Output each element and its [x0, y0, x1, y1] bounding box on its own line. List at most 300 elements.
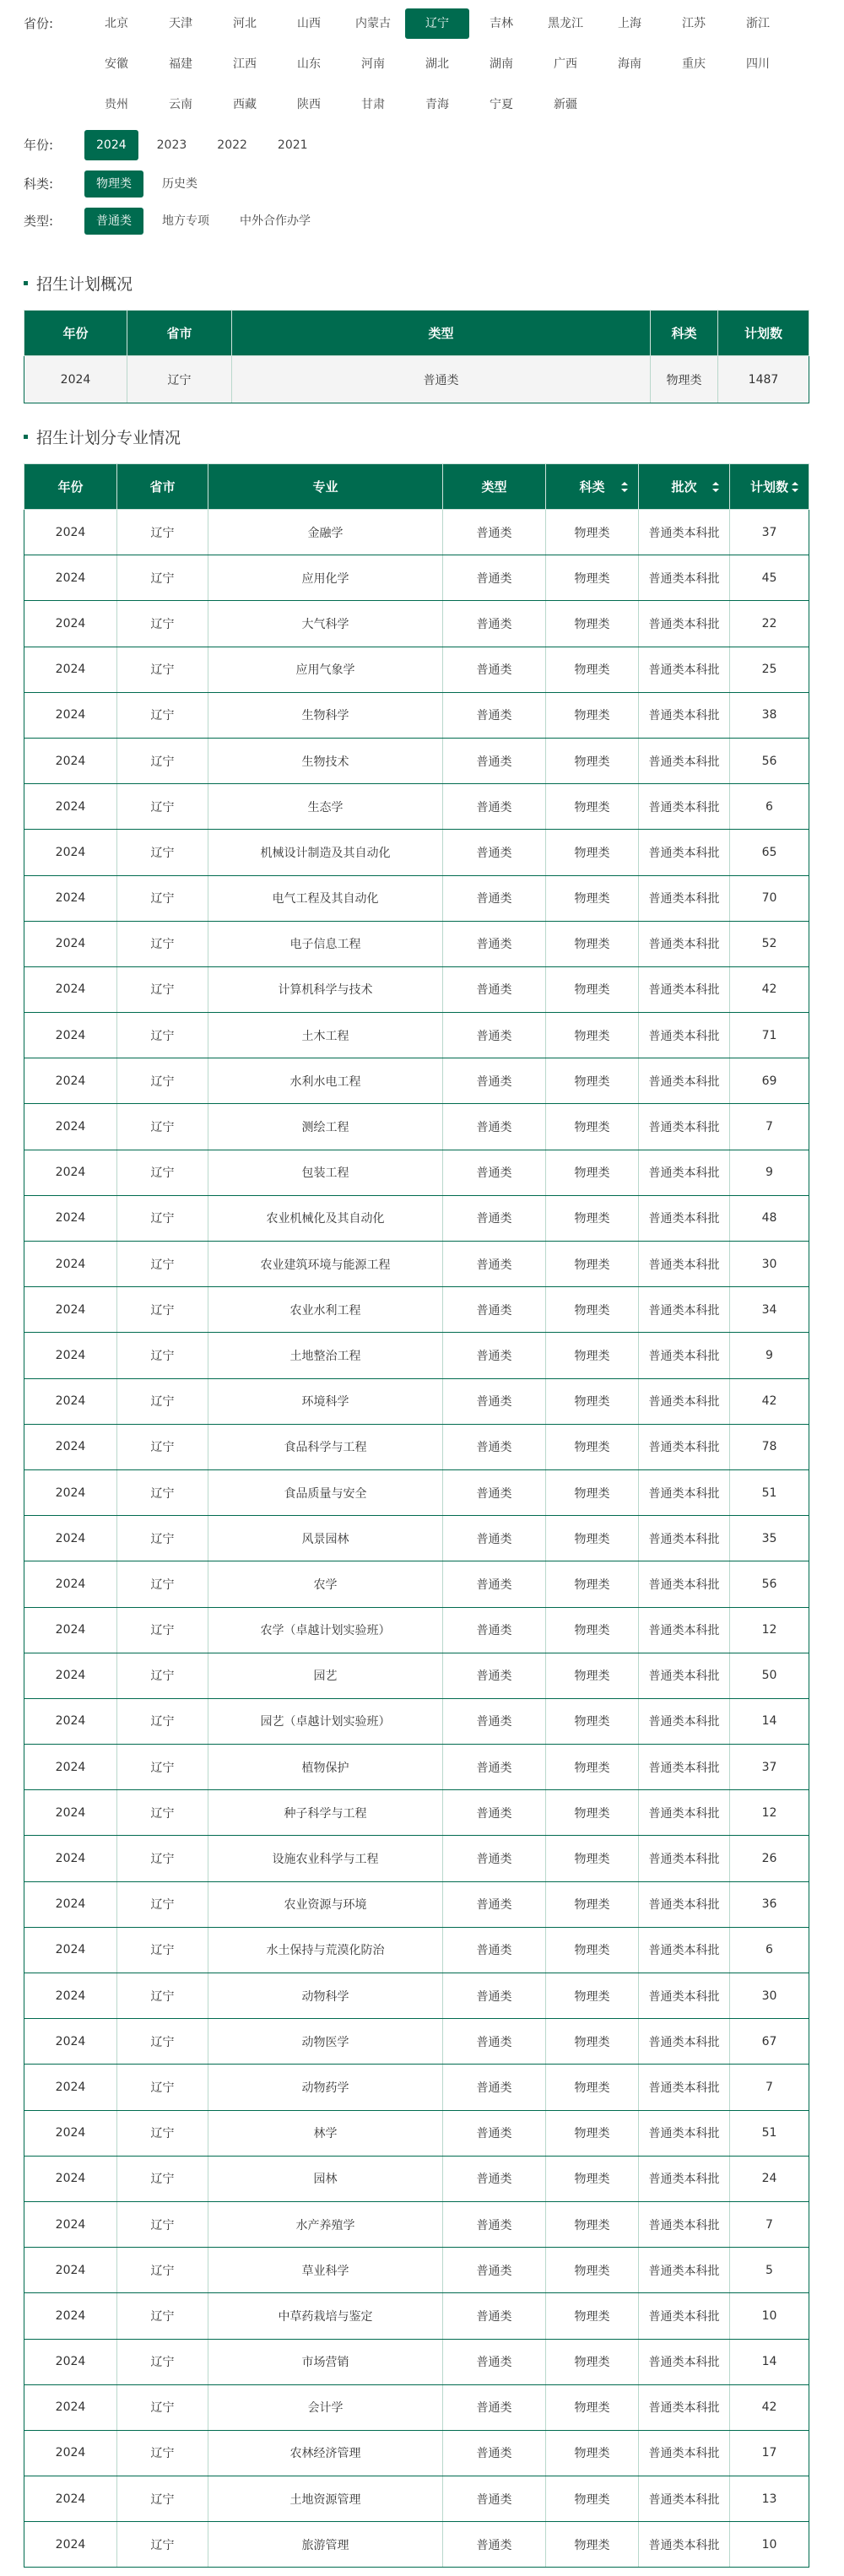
- table-cell: 普通类本科批: [639, 1013, 730, 1058]
- table-cell: 普通类本科批: [639, 2065, 730, 2110]
- summary-header-cell: 年份: [24, 311, 127, 356]
- table-cell: 2024: [24, 1469, 117, 1515]
- table-cell: 9: [730, 1333, 809, 1378]
- province-option[interactable]: 吉林: [490, 17, 513, 30]
- table-cell: 中草药栽培与鉴定: [208, 2293, 443, 2339]
- table-cell: 辽宁: [117, 1333, 208, 1378]
- table-cell: 物理类: [546, 601, 639, 647]
- table-cell: 普通类本科批: [639, 1561, 730, 1607]
- table-cell: 辽宁: [117, 1195, 208, 1241]
- table-cell: 65: [730, 830, 809, 875]
- table-cell: 26: [730, 1836, 809, 1881]
- table-cell: 辽宁: [117, 875, 208, 921]
- table-row: [24, 1013, 809, 1058]
- table-row: [24, 1973, 809, 2019]
- province-option[interactable]: 山东: [297, 57, 321, 71]
- table-cell: 物理类: [546, 2248, 639, 2293]
- table-cell: 37: [730, 1745, 809, 1790]
- table-cell: 普通类: [443, 1607, 546, 1653]
- table-cell: 普通类本科批: [639, 738, 730, 783]
- table-cell: 物理类: [546, 1927, 639, 1973]
- table-cell: 普通类: [443, 2293, 546, 2339]
- summary-cell: 1487: [718, 356, 809, 403]
- table-cell: 2024: [24, 2293, 117, 2339]
- table-cell: 普通类本科批: [639, 2430, 730, 2476]
- summary-cell: 2024: [24, 356, 127, 403]
- table-row: [24, 2248, 809, 2293]
- sort-arrows-icon[interactable]: [621, 482, 628, 492]
- sort-arrows-icon[interactable]: [712, 482, 719, 492]
- table-cell: 辽宁: [117, 2476, 208, 2522]
- table-cell: 普通类本科批: [639, 1424, 730, 1469]
- table-cell: 普通类本科批: [639, 601, 730, 647]
- table-cell: 辽宁: [117, 1698, 208, 1744]
- table-row: [24, 2430, 809, 2476]
- table-cell: 生物技术: [208, 738, 443, 783]
- table-cell: 2024: [24, 1836, 117, 1881]
- province-option[interactable]: 云南: [169, 98, 192, 111]
- table-row: [24, 1195, 809, 1241]
- table-cell: 2024: [24, 1881, 117, 1927]
- table-row: [24, 1836, 809, 1881]
- table-cell: 植物保护: [208, 1745, 443, 1790]
- type-options: [84, 208, 329, 235]
- table-cell: 辽宁: [117, 2384, 208, 2430]
- table-cell: 辽宁: [117, 1745, 208, 1790]
- table-cell: 普通类: [443, 2156, 546, 2201]
- table-cell: 2024: [24, 601, 117, 647]
- table-cell: 56: [730, 738, 809, 783]
- table-cell: 普通类: [443, 2201, 546, 2247]
- table-cell: 2024: [24, 1607, 117, 1653]
- table-cell: 物理类: [546, 555, 639, 601]
- table-cell: 物理类: [546, 2476, 639, 2522]
- table-cell: 物理类: [546, 2065, 639, 2110]
- table-cell: 2024: [24, 2248, 117, 2293]
- table-cell: 物理类: [546, 1881, 639, 1927]
- table-cell: 普通类: [443, 1058, 546, 1104]
- subject-filter: [24, 170, 820, 198]
- table-cell: 普通类本科批: [639, 1607, 730, 1653]
- table-cell: 2024: [24, 510, 117, 555]
- table-cell: 48: [730, 1195, 809, 1241]
- table-cell: 旅游管理: [208, 2522, 443, 2568]
- table-cell: 普通类本科批: [639, 1058, 730, 1104]
- table-cell: 辽宁: [117, 2110, 208, 2156]
- table-row: [24, 2110, 809, 2156]
- table-row: [24, 830, 809, 875]
- table-cell: 物理类: [546, 2522, 639, 2568]
- table-cell: 农业建筑环境与能源工程: [208, 1242, 443, 1287]
- table-cell: 普通类: [443, 555, 546, 601]
- year-option[interactable]: 2021: [277, 138, 308, 152]
- table-cell: 69: [730, 1058, 809, 1104]
- table-cell: 71: [730, 1013, 809, 1058]
- table-cell: 大气科学: [208, 601, 443, 647]
- province-option[interactable]: 青海: [425, 98, 449, 111]
- square-bullet-icon: [24, 281, 28, 285]
- table-cell: 设施农业科学与工程: [208, 1836, 443, 1881]
- table-cell: 普通类本科批: [639, 1242, 730, 1287]
- detail-header-cell: [208, 464, 443, 510]
- province-option[interactable]: 江西: [233, 57, 257, 71]
- table-cell: 普通类: [443, 1469, 546, 1515]
- table-cell: 50: [730, 1653, 809, 1698]
- table-cell: 2024: [24, 1104, 117, 1150]
- table-cell: 42: [730, 966, 809, 1012]
- table-row: [24, 1378, 809, 1424]
- province-option[interactable]: 湖南: [490, 57, 513, 71]
- table-row: [24, 875, 809, 921]
- year-options: [84, 130, 327, 160]
- table-cell: 辽宁: [117, 647, 208, 692]
- table-row: [24, 2293, 809, 2339]
- province-option[interactable]: 宁夏: [490, 98, 513, 111]
- province-option[interactable]: 贵州: [105, 98, 128, 111]
- summary-header-cell: 科类: [651, 311, 718, 356]
- table-cell: 农业水利工程: [208, 1287, 443, 1333]
- province-option[interactable]: 四川: [746, 57, 770, 71]
- table-cell: 辽宁: [117, 2293, 208, 2339]
- table-row: [24, 1881, 809, 1927]
- year-filter: [24, 130, 820, 160]
- table-cell: 7: [730, 2201, 809, 2247]
- table-cell: 52: [730, 921, 809, 966]
- table-cell: 物理类: [546, 1013, 639, 1058]
- province-option[interactable]: 甘肃: [361, 98, 385, 111]
- province-option[interactable]: 内蒙古: [355, 17, 391, 30]
- table-cell: 物理类: [546, 2384, 639, 2430]
- table-cell: 普通类本科批: [639, 1378, 730, 1424]
- table-cell: 2024: [24, 2430, 117, 2476]
- table-row: [24, 1607, 809, 1653]
- table-cell: 物理类: [546, 1836, 639, 1881]
- table-row: [24, 555, 809, 601]
- table-cell: 物理类: [546, 1378, 639, 1424]
- year-option[interactable]: 2023: [156, 138, 187, 152]
- table-row: [24, 601, 809, 647]
- year-option[interactable]: 2022: [217, 138, 247, 152]
- table-cell: 食品质量与安全: [208, 1469, 443, 1515]
- table-cell: 物理类: [546, 692, 639, 738]
- table-row: [24, 1516, 809, 1561]
- table-cell: 普通类本科批: [639, 875, 730, 921]
- table-cell: 2024: [24, 1242, 117, 1287]
- province-option[interactable]: 新疆: [554, 98, 577, 111]
- table-cell: 会计学: [208, 2384, 443, 2430]
- table-cell: 普通类本科批: [639, 647, 730, 692]
- table-cell: 普通类本科批: [639, 1287, 730, 1333]
- table-cell: 包装工程: [208, 1150, 443, 1195]
- province-option[interactable]: 西藏: [233, 98, 257, 111]
- table-cell: 辽宁: [117, 1973, 208, 2019]
- table-cell: 普通类本科批: [639, 1333, 730, 1378]
- detail-header-cell: [24, 464, 117, 510]
- table-cell: 2024: [24, 2201, 117, 2247]
- table-cell: 普通类本科批: [639, 692, 730, 738]
- province-option[interactable]: 黑龙江: [548, 17, 583, 30]
- subject-option[interactable]: 历史类: [162, 177, 197, 191]
- table-cell: 物理类: [546, 647, 639, 692]
- summary-cell: 辽宁: [127, 356, 232, 403]
- table-row: [24, 1150, 809, 1195]
- table-row: [24, 966, 809, 1012]
- year-option[interactable]: 2024: [84, 130, 138, 160]
- province-filter: [24, 8, 820, 130]
- table-cell: 物理类: [546, 2430, 639, 2476]
- table-cell: 动物科学: [208, 1973, 443, 2019]
- province-option[interactable]: 北京: [105, 17, 128, 30]
- table-row: [24, 2476, 809, 2522]
- table-cell: 普通类本科批: [639, 830, 730, 875]
- table-row: [24, 1927, 809, 1973]
- table-cell: 普通类本科批: [639, 2248, 730, 2293]
- table-cell: 普通类: [443, 1698, 546, 1744]
- table-cell: 辽宁: [117, 2065, 208, 2110]
- table-cell: 2024: [24, 1561, 117, 1607]
- table-cell: 普通类: [443, 1195, 546, 1241]
- province-option[interactable]: 陕西: [297, 98, 321, 111]
- detail-table-header: [24, 464, 809, 510]
- table-cell: 2024: [24, 1013, 117, 1058]
- table-cell: 普通类: [443, 1013, 546, 1058]
- table-cell: 7: [730, 2065, 809, 2110]
- table-cell: 辽宁: [117, 1287, 208, 1333]
- province-option[interactable]: 河北: [233, 17, 257, 30]
- detail-title: 招生计划分专业情况: [36, 429, 181, 447]
- table-cell: 45: [730, 555, 809, 601]
- table-cell: 2024: [24, 1333, 117, 1378]
- table-cell: 普通类本科批: [639, 2156, 730, 2201]
- province-option[interactable]: 湖北: [425, 57, 449, 71]
- table-cell: 普通类本科批: [639, 921, 730, 966]
- table-cell: 2024: [24, 647, 117, 692]
- table-cell: 土地整治工程: [208, 1333, 443, 1378]
- table-cell: 普通类本科批: [639, 555, 730, 601]
- table-cell: 辽宁: [117, 966, 208, 1012]
- table-row: [24, 1287, 809, 1333]
- table-cell: 物理类: [546, 1242, 639, 1287]
- table-cell: 2024: [24, 738, 117, 783]
- table-cell: 物理类: [546, 1698, 639, 1744]
- table-cell: 普通类本科批: [639, 2110, 730, 2156]
- province-option[interactable]: 江苏: [682, 17, 706, 30]
- table-cell: 普通类: [443, 738, 546, 783]
- table-cell: 普通类: [443, 1287, 546, 1333]
- summary-header-cell: 计划数: [718, 311, 809, 356]
- province-option[interactable]: 海南: [618, 57, 641, 71]
- table-cell: 电子信息工程: [208, 921, 443, 966]
- type-option[interactable]: 地方专项: [162, 214, 209, 228]
- province-option[interactable]: 浙江: [746, 17, 770, 30]
- table-cell: 机械设计制造及其自动化: [208, 830, 443, 875]
- table-cell: 环境科学: [208, 1378, 443, 1424]
- table-cell: 普通类: [443, 510, 546, 555]
- detail-header-cell[interactable]: [639, 464, 730, 510]
- table-cell: 普通类: [443, 1378, 546, 1424]
- table-cell: 辽宁: [117, 2248, 208, 2293]
- province-option[interactable]: 山西: [297, 17, 321, 30]
- table-cell: 普通类: [443, 1333, 546, 1378]
- table-cell: 普通类: [443, 784, 546, 830]
- table-cell: 物理类: [546, 2110, 639, 2156]
- subject-filter-label: 科类:: [24, 176, 54, 192]
- province-option[interactable]: 辽宁: [405, 8, 469, 39]
- table-cell: 农学（卓越计划实验班）: [208, 1607, 443, 1653]
- detail-header-cell[interactable]: [730, 464, 809, 510]
- table-cell: 物理类: [546, 1104, 639, 1150]
- table-cell: 51: [730, 2110, 809, 2156]
- table-cell: 生态学: [208, 784, 443, 830]
- province-option[interactable]: 福建: [169, 57, 192, 71]
- table-cell: 物理类: [546, 2201, 639, 2247]
- table-cell: 普通类: [443, 1973, 546, 2019]
- table-cell: 普通类本科批: [639, 2019, 730, 2065]
- table-cell: 生物科学: [208, 692, 443, 738]
- table-row: [24, 510, 809, 555]
- table-cell: 普通类: [443, 647, 546, 692]
- table-cell: 2024: [24, 830, 117, 875]
- table-cell: 物理类: [546, 2019, 639, 2065]
- table-cell: 2024: [24, 1058, 117, 1104]
- table-cell: 动物医学: [208, 2019, 443, 2065]
- square-bullet-icon: [24, 435, 28, 439]
- table-row: [24, 2522, 809, 2568]
- table-cell: 2024: [24, 1927, 117, 1973]
- table-cell: 电气工程及其自动化: [208, 875, 443, 921]
- table-cell: 2024: [24, 2384, 117, 2430]
- table-cell: 物理类: [546, 784, 639, 830]
- detail-header-cell: [117, 464, 208, 510]
- table-cell: 2024: [24, 1790, 117, 1836]
- table-cell: 普通类本科批: [639, 2201, 730, 2247]
- detail-table-body: [24, 510, 809, 2568]
- table-cell: 10: [730, 2293, 809, 2339]
- detail-header-label: 计划数: [749, 479, 788, 495]
- table-cell: 2024: [24, 1287, 117, 1333]
- table-cell: 42: [730, 2384, 809, 2430]
- type-option[interactable]: 中外合作办学: [240, 214, 311, 228]
- summary-title: 招生计划概况: [36, 275, 133, 294]
- table-cell: 普通类本科批: [639, 2522, 730, 2568]
- province-option[interactable]: 广西: [554, 57, 577, 71]
- summary-table: [24, 310, 809, 403]
- table-cell: 水土保持与荒漠化防治: [208, 1927, 443, 1973]
- table-cell: 普通类本科批: [639, 1790, 730, 1836]
- table-cell: 辽宁: [117, 1378, 208, 1424]
- province-option[interactable]: 河南: [361, 57, 385, 71]
- table-cell: 物理类: [546, 1333, 639, 1378]
- table-row: [24, 2339, 809, 2384]
- table-cell: 38: [730, 692, 809, 738]
- province-option[interactable]: 上海: [618, 17, 641, 30]
- table-cell: 普通类: [443, 1242, 546, 1287]
- table-cell: 5: [730, 2248, 809, 2293]
- table-cell: 应用气象学: [208, 647, 443, 692]
- table-cell: 2024: [24, 1973, 117, 2019]
- table-row: [24, 1242, 809, 1287]
- table-cell: 普通类: [443, 2522, 546, 2568]
- detail-header-cell: [443, 464, 546, 510]
- table-row: [24, 1561, 809, 1607]
- table-row: [24, 1469, 809, 1515]
- table-cell: 物理类: [546, 738, 639, 783]
- table-row: [24, 1653, 809, 1698]
- province-options: [84, 8, 802, 130]
- table-cell: 金融学: [208, 510, 443, 555]
- table-cell: 普通类本科批: [639, 1653, 730, 1698]
- table-cell: 普通类: [443, 1424, 546, 1469]
- table-cell: 普通类本科批: [639, 1927, 730, 1973]
- table-cell: 30: [730, 1973, 809, 2019]
- province-option[interactable]: 安徽: [105, 57, 128, 71]
- table-cell: 农林经济管理: [208, 2430, 443, 2476]
- sort-arrows-icon[interactable]: [792, 482, 798, 492]
- summary-section-title: [24, 272, 820, 295]
- table-cell: 2024: [24, 784, 117, 830]
- table-cell: 动物药学: [208, 2065, 443, 2110]
- table-cell: 普通类: [443, 1104, 546, 1150]
- table-cell: 2024: [24, 1745, 117, 1790]
- table-cell: 物理类: [546, 510, 639, 555]
- table-row: [24, 1790, 809, 1836]
- table-row: [24, 1058, 809, 1104]
- table-cell: 普通类本科批: [639, 1195, 730, 1241]
- table-cell: 17: [730, 2430, 809, 2476]
- table-cell: 物理类: [546, 1653, 639, 1698]
- table-cell: 辽宁: [117, 1104, 208, 1150]
- table-cell: 普通类: [443, 1653, 546, 1698]
- detail-header-cell[interactable]: [546, 464, 639, 510]
- province-option[interactable]: 重庆: [682, 57, 706, 71]
- table-cell: 辽宁: [117, 2019, 208, 2065]
- detail-header-label: 专业: [312, 479, 338, 495]
- table-cell: 计算机科学与技术: [208, 966, 443, 1012]
- table-cell: 普通类本科批: [639, 1698, 730, 1744]
- subject-option[interactable]: 物理类: [84, 170, 143, 198]
- table-cell: 2024: [24, 2065, 117, 2110]
- table-cell: 普通类本科批: [639, 1104, 730, 1150]
- detail-header-label: 类型: [481, 479, 507, 495]
- table-cell: 应用化学: [208, 555, 443, 601]
- detail-table: [24, 463, 809, 2568]
- table-cell: 36: [730, 1881, 809, 1927]
- table-cell: 13: [730, 2476, 809, 2522]
- table-row: [24, 1745, 809, 1790]
- table-cell: 辽宁: [117, 1516, 208, 1561]
- table-cell: 辽宁: [117, 1653, 208, 1698]
- table-cell: 物理类: [546, 1195, 639, 1241]
- table-cell: 78: [730, 1424, 809, 1469]
- table-cell: 普通类本科批: [639, 1516, 730, 1561]
- province-option[interactable]: 天津: [169, 17, 192, 30]
- table-cell: 普通类: [443, 1927, 546, 1973]
- table-cell: 辽宁: [117, 1242, 208, 1287]
- summary-header-cell: 省市: [127, 311, 232, 356]
- table-cell: 10: [730, 2522, 809, 2568]
- table-cell: 辽宁: [117, 1013, 208, 1058]
- table-cell: 农业机械化及其自动化: [208, 1195, 443, 1241]
- table-cell: 普通类本科批: [639, 2339, 730, 2384]
- table-cell: 辽宁: [117, 830, 208, 875]
- table-cell: 普通类: [443, 2110, 546, 2156]
- table-cell: 9: [730, 1150, 809, 1195]
- table-cell: 辽宁: [117, 2339, 208, 2384]
- table-cell: 辽宁: [117, 1836, 208, 1881]
- table-row: [24, 692, 809, 738]
- table-cell: 普通类: [443, 921, 546, 966]
- type-option[interactable]: 普通类: [84, 208, 143, 235]
